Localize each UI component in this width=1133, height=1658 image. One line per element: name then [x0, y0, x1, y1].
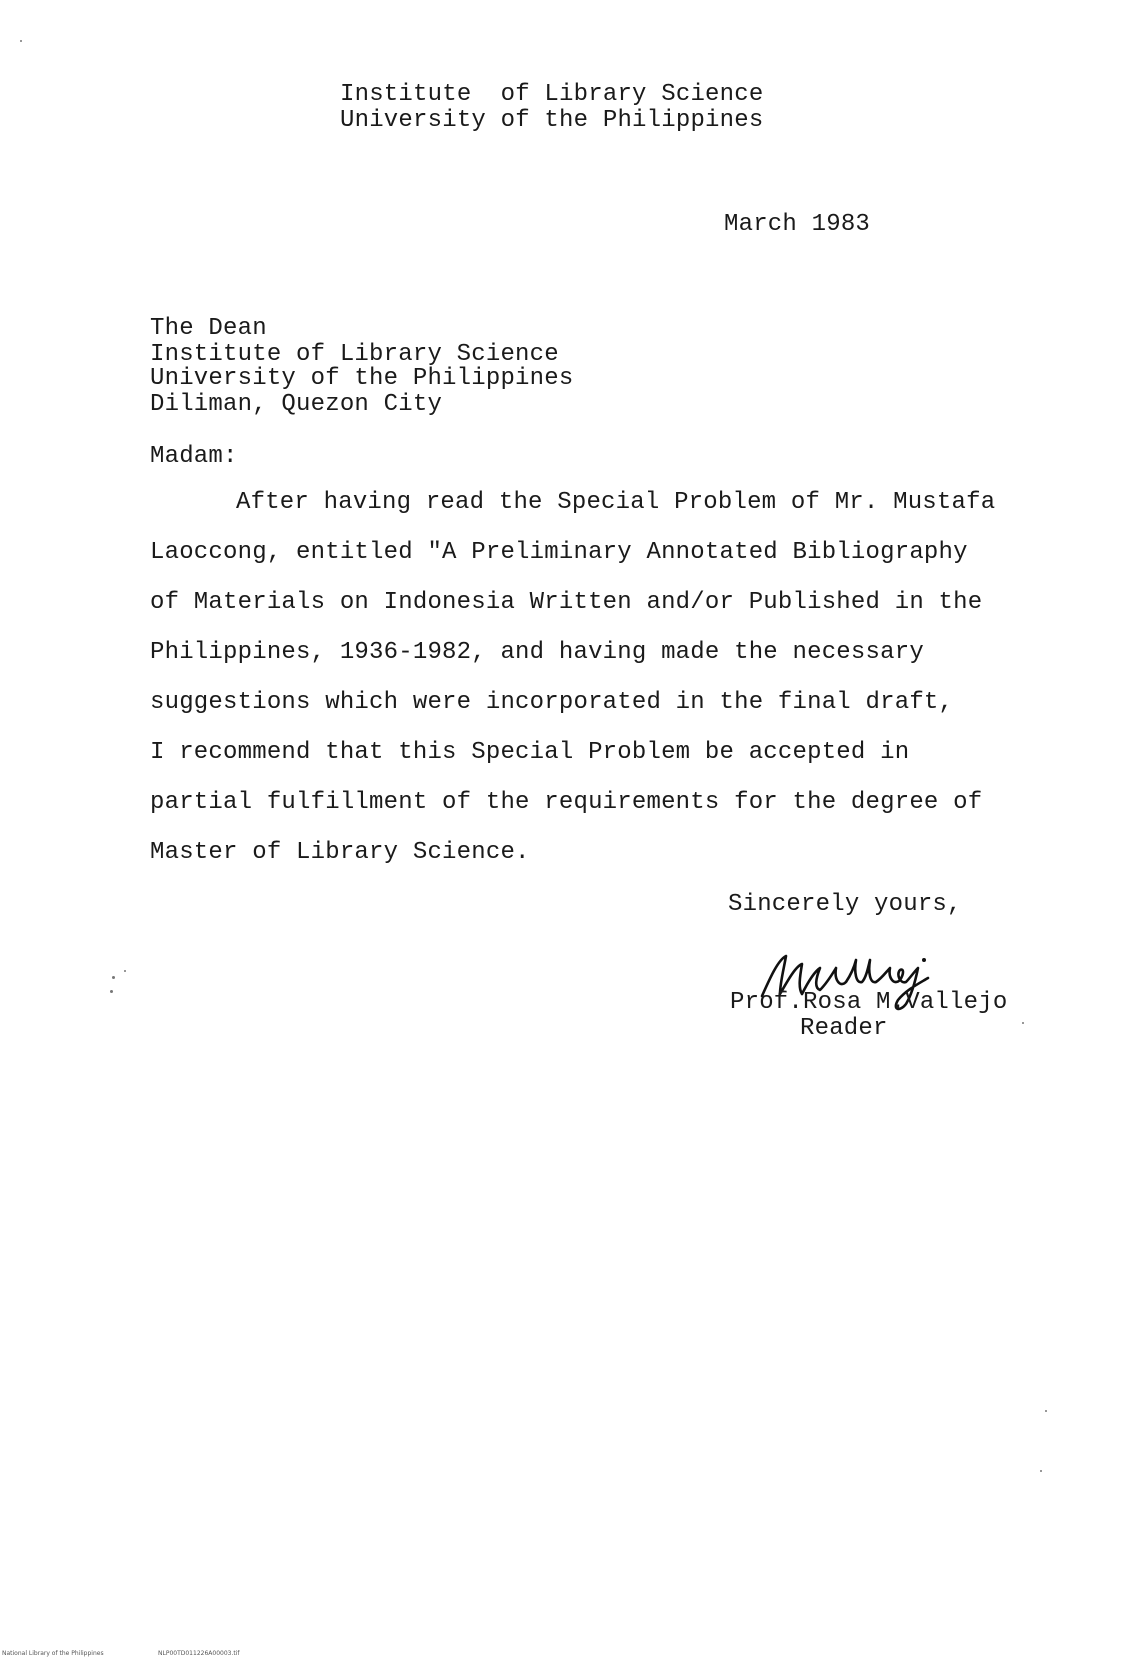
footer-left: National Library of the Philippines [2, 1650, 104, 1657]
scan-speck [1022, 1022, 1024, 1024]
letterhead-line-2: University of the Philippines [340, 107, 764, 134]
scan-speck [112, 976, 115, 979]
body-line-1: After having read the Special Problem of Mr. Mustafa [236, 489, 996, 516]
scan-speck [1040, 1470, 1042, 1472]
body-line-4: Philippines, 1936-1982, and having made the necessary [150, 639, 924, 666]
letterhead-line-1: Institute of Library Science [340, 81, 764, 108]
letter-date: March 1983 [724, 211, 871, 238]
scan-speck [110, 990, 113, 993]
scan-speck [20, 40, 22, 42]
body-line-8: Master of Library Science. [150, 839, 530, 866]
footer-right: NLP00TD011226A00003.tif [158, 1650, 240, 1657]
body-line-3: of Materials on Indonesia Written and/or Published in the [150, 589, 983, 616]
scan-speck [124, 970, 126, 972]
addressee-line-3: University of the Philippines [150, 365, 574, 392]
body-line-6: I recommend that this Special Problem be accepted in [150, 739, 910, 766]
addressee-line-2: Institute of Library Science [150, 341, 559, 368]
body-line-7: partial fulfillment of the requirements for the degree of [150, 789, 983, 816]
body-line-5: suggestions which were incorporated in the final draft, [150, 689, 954, 716]
addressee-line-4: Diliman, Quezon City [150, 391, 443, 418]
signer-title: Reader [800, 1015, 888, 1042]
scan-speck [1045, 1410, 1047, 1412]
signer-name: Prof.Rosa M.Vallejo [730, 989, 1008, 1016]
addressee-line-1: The Dean [150, 315, 267, 342]
closing: Sincerely yours, [728, 891, 962, 918]
salutation: Madam: [150, 443, 238, 470]
body-line-2: Laoccong, entitled "A Preliminary Annotated Bibliography [150, 539, 968, 566]
